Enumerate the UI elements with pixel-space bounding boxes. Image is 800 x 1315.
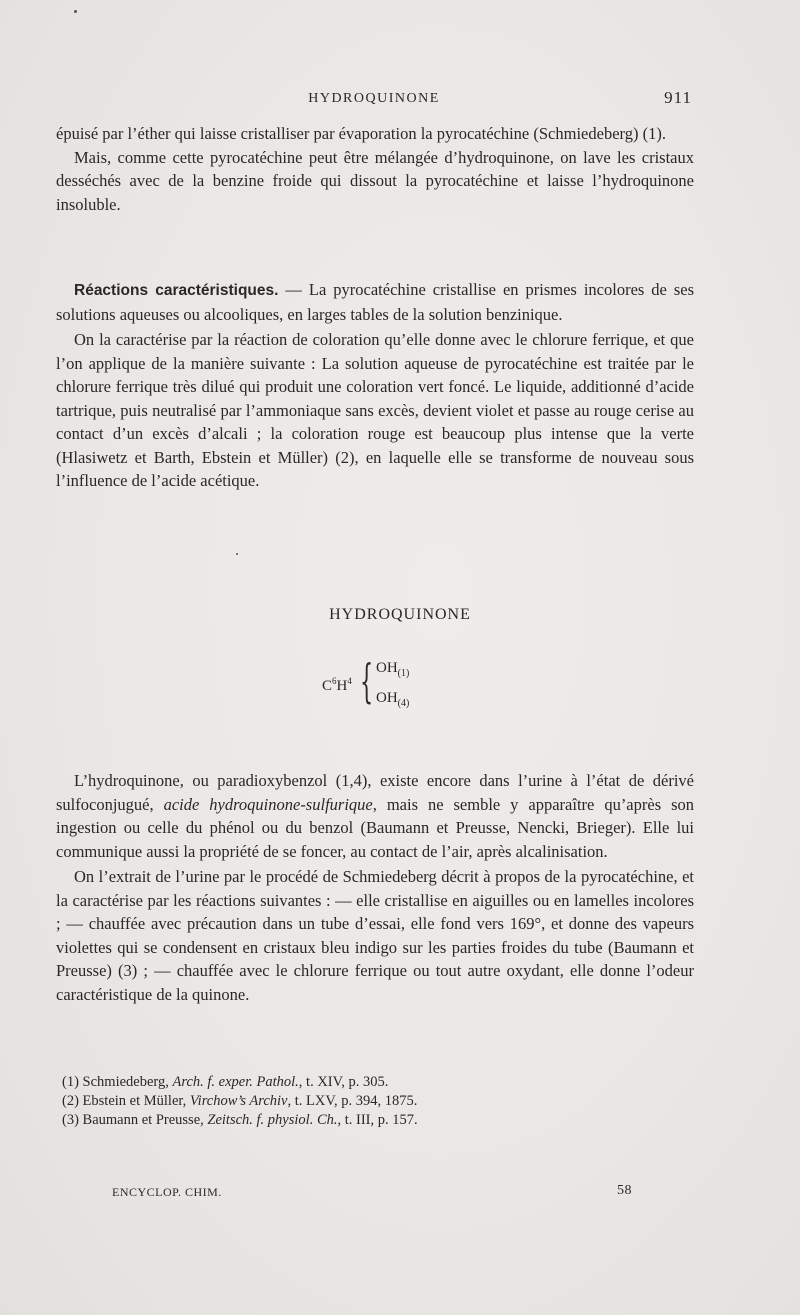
formula-group-1: $OH_{(1)}$ — [376, 660, 410, 679]
hydroquinone-text-block — [56, 769, 694, 1006]
top-text-block — [56, 122, 694, 216]
footnotes — [62, 1073, 682, 1130]
print-speck — [236, 553, 238, 555]
formula-brace: { — [360, 654, 374, 708]
paragraph-benzine-wash: Mais, comme cette pyrocatéchine peut être mélangée d’hydroquinone, on lave les cristaux desséchés avec de la benzine froide qui dissout la pyrocatéchine et laisse l’hydroquinone insoluble. — [56, 147, 694, 214]
formula-group-4: $OH_{(4)}$ — [376, 690, 410, 709]
formula-base: $C^6H^4$ — [322, 676, 352, 694]
reactions-text-block — [56, 278, 694, 493]
footnote: (1) Schmiedeberg, Arch. f. exper. Pathol., t. XIV, p. 305. — [62, 1074, 389, 1090]
paragraph-continuation: épuisé par l’éther qui laisse cristalliser par évaporation la pyrocatéchine (Schmiedeberg) (1). — [56, 124, 666, 143]
print-speck — [74, 10, 77, 13]
reactions-text: — La pyrocatéchine cristallise en prismes incolores de ses solutions aqueuses ou alcooliques, en larges tables de la solution benzinique. — [56, 280, 694, 324]
footnote: (2) Ebstein et Müller, Virchow’s Archiv, t. LXV, p. 394, 1875. — [62, 1093, 418, 1109]
paragraph-hydroquinone-intro: L’hydroquinone, ou paradioxybenzol (1,4), existe encore dans l’urine à l’état de dérivé sulfoconjugué, acide hydroquinone-sulfurique, mais ne semble y apparaître qu’après son ingestion ou celle du phénol ou du benzol (Baumann et Preusse, Nencki, Brieger). Elle lui communique aussi la propriété de se foncer, au contact de l’air, après alcalinisation. — [56, 771, 695, 861]
page-footer — [112, 1185, 632, 1205]
running-title: HYDROQUINONE — [308, 91, 440, 106]
footnote: (3) Baumann et Preusse, Zeitsch. f. physiol. Ch., t. III, p. 157. — [62, 1112, 418, 1128]
italic-term: acide hydroquinone-sulfurique — [163, 794, 373, 814]
footer-sheet-number: 58 — [617, 1183, 632, 1198]
reactions-heading: Réactions caractéristiques. — [74, 282, 279, 299]
paragraph-ferric-chloride: On la caractérise par la réaction de coloration qu’elle donne avec le chlorure ferrique, et que l’on applique de la manière suivante : La solution aqueuse de pyrocatéchine est traitée par le chlorure ferrique très dilué qui produit une coloration vert foncé. Le liquide, additionné d’acide tartrique, puis neutralisé par l’ammoniaque sans excès, devient violet et passe au rouge cerise au contact d’un excès d’alcali ; la coloration rouge est beaucoup plus intense que la verte (Hlasiwetz et Barth, Ebstein et Müller) (2), en laquelle elle se transforme de nouveau sous l’influence de l’acide acétique. — [56, 330, 694, 490]
footer-signature: ENCYCLOP. CHIM. — [112, 1185, 222, 1199]
running-head — [56, 88, 692, 110]
paragraph-reactions — [56, 278, 694, 326]
page-number: 911 — [664, 88, 692, 107]
section-title: HYDROQUINONE — [329, 606, 471, 623]
chemical-formula — [322, 656, 442, 716]
paragraph-hydroquinone-extraction: On l’extrait de l’urine par le procédé de Schmiedeberg décrit à propos de la pyrocatéchine, et la caractérise par les réactions suivantes : — elle cristallise en aiguilles ou en lamelles incolores ; — chauffée avec précaution dans un tube d’essai, elle fond vers 169°, et donne des vapeurs violettes qui se condensent en cristaux bleu indigo sur les parties froides du tube (Baumann et Preusse) (3) ; — chauffée avec le chlorure ferrique ou tout autre oxydant, elle donne l’odeur caractéristique de la quinone. — [56, 867, 694, 1004]
